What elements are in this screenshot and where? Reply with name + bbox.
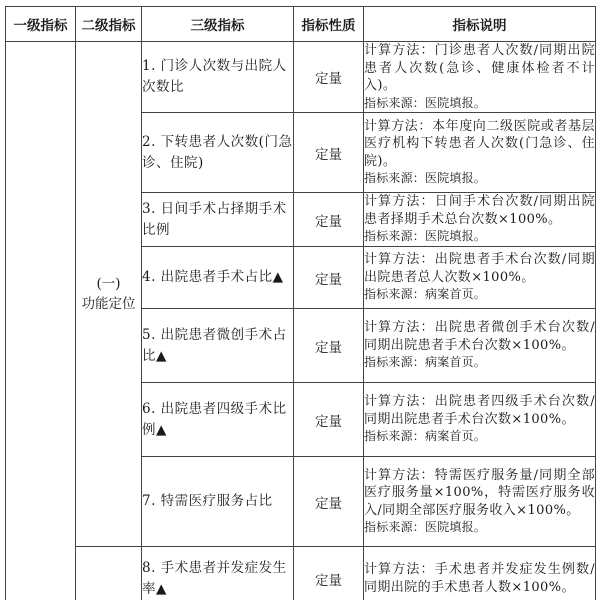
level3-cell: 5. 出院患者微创手术占比▲: [142, 309, 294, 383]
level2-name: 功能定位: [81, 296, 136, 312]
calc-method: 计算方法：日间手术台次数/同期出院患者择期手术总台次数×100%。: [364, 194, 595, 227]
calc-method: 计算方法：本年度向二级医院或者基层医疗机构下转患者人次数(门急诊、住院)。: [364, 118, 595, 169]
description-cell: [364, 383, 596, 457]
nature-cell: 定量: [294, 247, 364, 309]
level1-cell: [6, 42, 76, 600]
description-cell: [364, 42, 596, 113]
description-cell: [364, 547, 596, 600]
calc-method: 计算方法：门诊患者人次数/同期出院患者人次数(急诊、健康体检者不计入)。: [364, 43, 595, 93]
indicator-table: [5, 6, 596, 600]
header-level1: 一级指标: [6, 7, 76, 42]
nature-cell: 定量: [294, 457, 364, 547]
level3-cell: 7. 特需医疗服务占比: [142, 457, 294, 547]
nature-cell: 定量: [294, 193, 364, 247]
level3-cell: 3. 日间手术占择期手术比例: [142, 193, 294, 247]
indicator-source: 指标来源：医院填报。: [364, 171, 487, 185]
nature-cell: 定量: [294, 383, 364, 457]
description-cell: [364, 247, 596, 309]
nature-cell: 定量: [294, 42, 364, 113]
level3-cell: 2. 下转患者人次数(门急诊、住院): [142, 113, 294, 193]
header-level3: 三级指标: [142, 7, 294, 42]
description-cell: [364, 113, 596, 193]
level2-seq: (一): [96, 276, 121, 292]
header-level2: 二级指标: [76, 7, 142, 42]
level2-cell-next: [76, 547, 142, 600]
level2-cell-functional-positioning: [76, 42, 142, 547]
description-cell: [364, 193, 596, 247]
description-cell: [364, 457, 596, 547]
calc-method: 计算方法：出院患者微创手术台次数/同期出院患者手术台次数×100%。: [364, 320, 595, 353]
calc-method: 计算方法：出院患者手术台次数/同期出院患者总人次数×100%。: [364, 252, 595, 285]
indicator-source: 指标来源：医院填报。: [364, 520, 487, 534]
description-cell: [364, 309, 596, 383]
header-nature: 指标性质: [294, 7, 364, 42]
indicator-source: 指标来源：医院填报。: [364, 95, 487, 110]
nature-cell: 定量: [294, 309, 364, 383]
header-row: [6, 7, 596, 42]
table-row: [6, 42, 596, 113]
nature-cell: 定量: [294, 113, 364, 193]
header-description: 指标说明: [364, 7, 596, 42]
calc-method: 计算方法：出院患者四级手术台次数/同期出院患者手术台次数×100%。: [364, 394, 595, 427]
indicator-source: 指标来源：医院填报。: [364, 229, 487, 244]
calc-method: 计算方法：特需医疗服务量/同期全部医疗服务量×100%，特需医疗服务收入/同期全部医疗服务收入×100%。: [364, 467, 595, 518]
level3-cell: 6. 出院患者四级手术比例▲: [142, 383, 294, 457]
indicator-source: 指标来源：病案首页。: [364, 429, 487, 444]
level3-cell: 1. 门诊人次数与出院人次数比: [142, 42, 294, 113]
table-row: [6, 547, 596, 600]
indicator-source: 指标来源：病案首页。: [364, 287, 487, 302]
nature-cell: 定量: [294, 547, 364, 600]
calc-method: 计算方法：手术患者并发症发生例数/同期出院的手术患者人数×100%。: [364, 562, 595, 595]
level3-cell: 8. 手术患者并发症发生率▲: [142, 547, 294, 600]
indicator-source: 指标来源：病案首页。: [364, 355, 487, 370]
level3-cell: 4. 出院患者手术占比▲: [142, 247, 294, 309]
